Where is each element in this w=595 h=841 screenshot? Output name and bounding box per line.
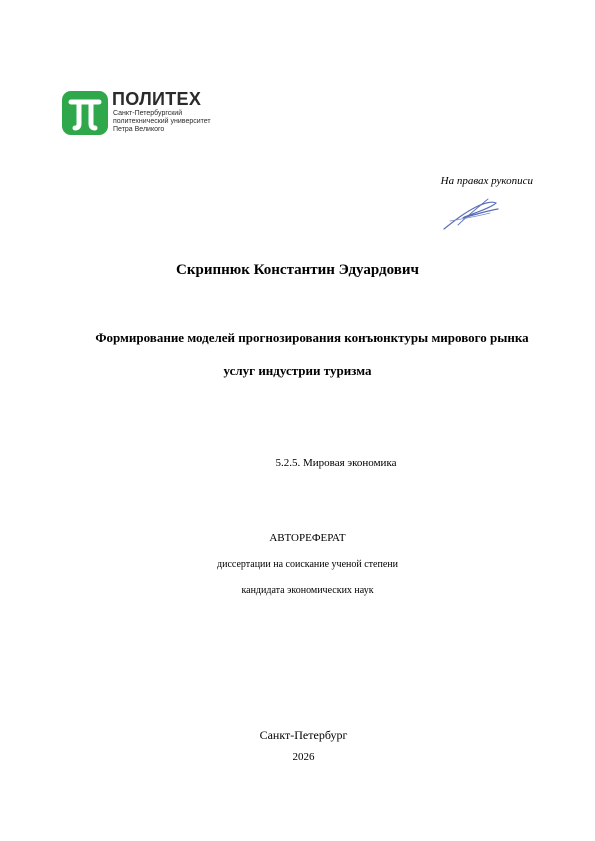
- politech-logo-icon: [62, 91, 108, 135]
- logo-subtitle: [113, 110, 211, 134]
- logo-wordmark: ПОЛИТЕХ: [112, 89, 202, 109]
- manuscript-note: На правах рукописи: [440, 175, 533, 187]
- author-name: Скрипнюк Константин Эдуардович: [176, 262, 419, 278]
- document-type: АВТОРЕФЕРАТ: [269, 532, 346, 544]
- year: 2026: [292, 751, 315, 763]
- signature-image: [440, 195, 504, 235]
- university-logo: [62, 90, 242, 140]
- logo-subtitle-line: Санкт-Петербургский: [113, 110, 183, 117]
- specialty-code: 5.2.5. Мировая экономика: [275, 457, 397, 469]
- logo-subtitle-line: Петра Великого: [113, 126, 165, 133]
- degree-line-2: кандидата экономических наук: [241, 585, 374, 596]
- degree-line-1: диссертации на соискание ученой степени: [217, 559, 398, 570]
- city: Санкт-Петербург: [259, 728, 348, 742]
- logo-subtitle-line: политехнический университет: [113, 118, 211, 125]
- dissertation-title-line-1: Формирование моделей прогнозирования конъюнктуры мирового рынка: [95, 330, 529, 345]
- dissertation-title-line-2: услуг индустрии туризма: [223, 363, 372, 378]
